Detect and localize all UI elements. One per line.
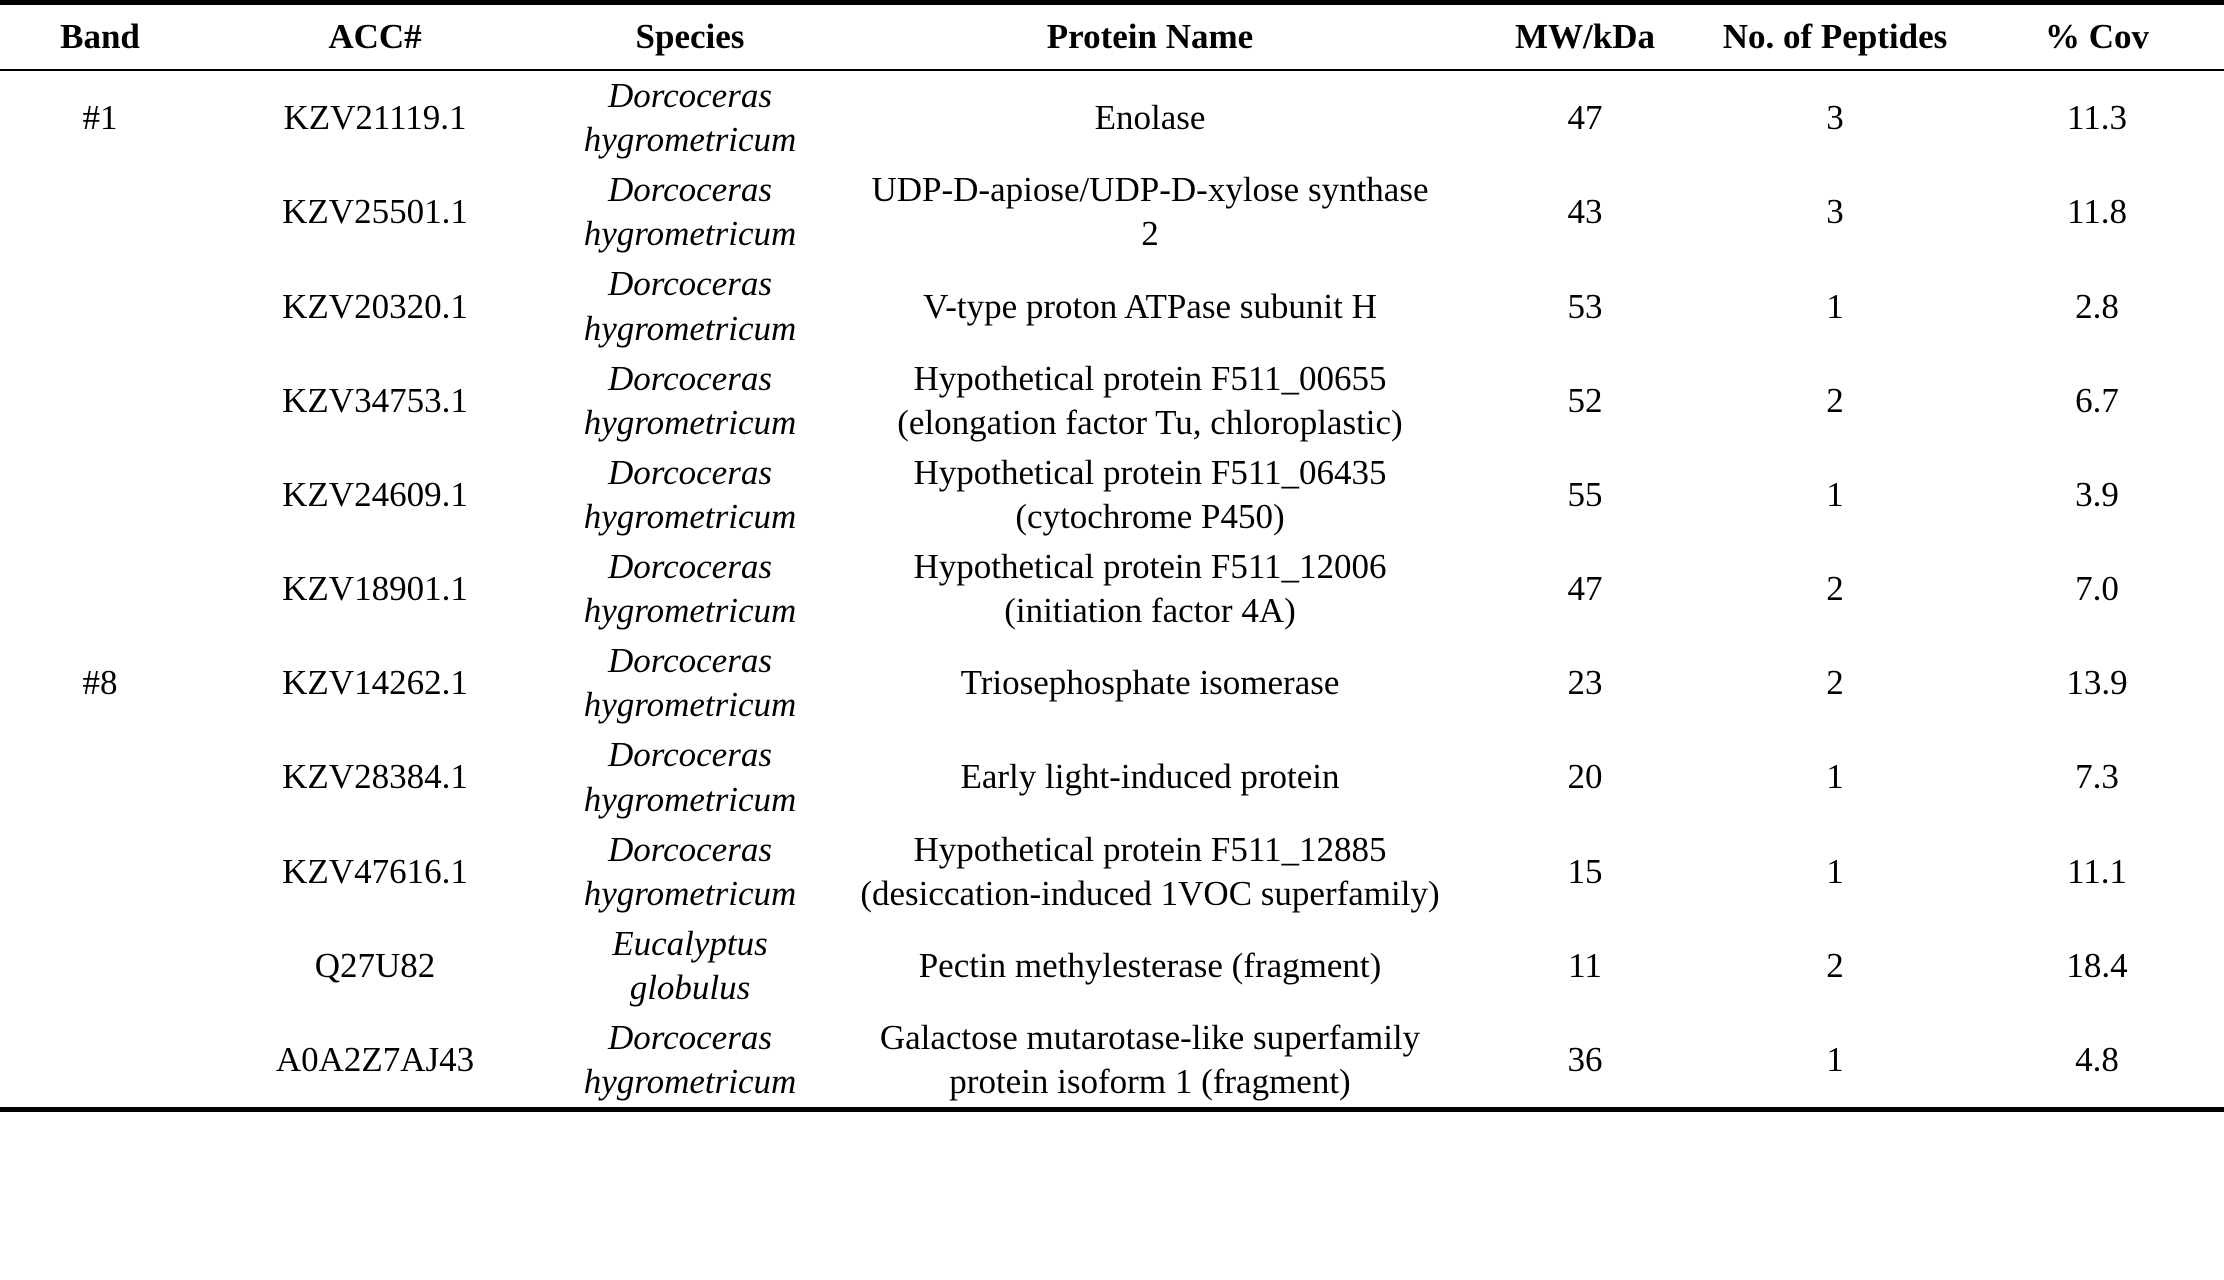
cell-mw: 43 <box>1567 192 1603 232</box>
cell-species: Dorcoceras hygrometricum <box>583 829 797 913</box>
cell-band <box>0 354 200 448</box>
cell-mw: 52 <box>1567 380 1603 420</box>
cell-species: Dorcoceras hygrometricum <box>583 452 797 536</box>
cell-species: Dorcoceras hygrometricum <box>583 641 797 725</box>
cell-mw: 23 <box>1567 663 1603 703</box>
cell-protein: Hypothetical protein F511_06435 (cytochrome P450) <box>913 452 1387 536</box>
cell-band <box>0 1013 200 1110</box>
cell-cov: 7.3 <box>2075 757 2119 797</box>
table-row <box>0 542 2224 636</box>
cell-acc: KZV28384.1 <box>282 757 468 797</box>
table-row <box>0 730 2224 824</box>
cell-acc: KZV21119.1 <box>283 98 467 138</box>
cell-band <box>0 165 200 259</box>
table-row <box>0 825 2224 919</box>
table-row <box>0 70 2224 165</box>
cell-cov: 2.8 <box>2075 286 2119 326</box>
table-header <box>0 3 2224 71</box>
cell-peptides: 2 <box>1826 945 1844 985</box>
cell-band: #1 <box>82 98 118 138</box>
table-row <box>0 448 2224 542</box>
cell-species: Dorcoceras hygrometricum <box>583 735 797 819</box>
cell-mw: 47 <box>1567 569 1603 609</box>
cell-cov: 4.8 <box>2075 1040 2119 1080</box>
cell-peptides: 1 <box>1826 286 1844 326</box>
column-header-acc: ACC# <box>200 3 550 71</box>
table-row <box>0 259 2224 353</box>
cell-cov: 13.9 <box>2066 663 2128 703</box>
cell-band <box>0 919 200 1013</box>
cell-protein: Triosephosphate isomerase <box>960 663 1340 703</box>
cell-acc: KZV14262.1 <box>282 663 468 703</box>
cell-protein: Pectin methylesterase (fragment) <box>918 945 1382 985</box>
cell-peptides: 3 <box>1826 192 1844 232</box>
column-header-mw: MW/kDa <box>1470 3 1700 71</box>
header-row <box>0 3 2224 71</box>
cell-protein: Galactose mutarotase-like superfamily protein isoform 1 (fragment) <box>879 1017 1421 1102</box>
column-header-protein-name: Protein Name <box>830 3 1470 71</box>
cell-mw: 15 <box>1567 851 1603 891</box>
cell-peptides: 3 <box>1826 98 1844 138</box>
cell-acc: A0A2Z7AJ43 <box>275 1040 475 1080</box>
cell-acc: KZV20320.1 <box>282 286 468 326</box>
cell-cov: 11.1 <box>2067 851 2127 891</box>
cell-cov: 7.0 <box>2075 569 2119 609</box>
table-body <box>0 70 2224 1110</box>
cell-protein: UDP-D-apiose/UDP-D-xylose synthase 2 <box>871 170 1429 254</box>
cell-protein: V-type proton ATPase subunit H <box>923 286 1377 326</box>
cell-acc: Q27U82 <box>314 945 436 985</box>
column-header-cov: % Cov <box>1970 3 2224 71</box>
cell-band <box>0 448 200 542</box>
cell-acc: KZV47616.1 <box>282 851 468 891</box>
cell-species: Dorcoceras hygrometricum <box>583 358 797 442</box>
cell-protein: Hypothetical protein F511_12885 (desiccation-induced 1VOC superfamily) <box>860 829 1440 913</box>
cell-peptides: 1 <box>1826 757 1844 797</box>
cell-band <box>0 825 200 919</box>
cell-band <box>0 259 200 353</box>
cell-species: Dorcoceras hygrometricum <box>583 264 797 348</box>
table-row <box>0 636 2224 730</box>
cell-species: Dorcoceras hygrometricum <box>583 547 797 631</box>
cell-peptides: 2 <box>1826 380 1844 420</box>
cell-acc: KZV34753.1 <box>282 380 468 420</box>
cell-species: Eucalyptus globulus <box>612 923 768 1007</box>
column-header-band: Band <box>0 3 200 71</box>
cell-mw: 11 <box>1568 945 1602 985</box>
cell-mw: 55 <box>1567 474 1603 514</box>
cell-species: Dorcoceras hygrometricum <box>583 76 797 160</box>
cell-species: Dorcoceras hygrometricum <box>583 1017 797 1102</box>
cell-protein: Early light-induced protein <box>960 757 1340 797</box>
cell-species: Dorcoceras hygrometricum <box>583 170 797 254</box>
cell-cov: 11.8 <box>2067 192 2127 232</box>
cell-cov: 6.7 <box>2075 380 2119 420</box>
cell-cov: 11.3 <box>2067 98 2127 138</box>
cell-mw: 47 <box>1567 98 1603 138</box>
column-header-species: Species <box>550 3 830 71</box>
cell-peptides: 2 <box>1826 663 1844 703</box>
cell-band: #8 <box>82 663 118 703</box>
cell-mw: 20 <box>1567 757 1603 797</box>
cell-cov: 18.4 <box>2066 945 2128 985</box>
table-row <box>0 165 2224 259</box>
cell-peptides: 1 <box>1826 474 1844 514</box>
cell-peptides: 2 <box>1826 569 1844 609</box>
cell-acc: KZV18901.1 <box>282 569 468 609</box>
column-header-peptides: No. of Peptides <box>1700 3 1970 71</box>
table-row <box>0 919 2224 1013</box>
cell-cov: 3.9 <box>2075 474 2119 514</box>
cell-protein: Hypothetical protein F511_00655 (elongation factor Tu, chloroplastic) <box>897 358 1403 442</box>
cell-peptides: 1 <box>1826 851 1844 891</box>
cell-mw: 53 <box>1567 286 1603 326</box>
cell-protein: Hypothetical protein F511_12006 (initiation factor 4A) <box>913 547 1387 631</box>
cell-band <box>0 542 200 636</box>
cell-peptides: 1 <box>1826 1040 1844 1080</box>
cell-acc: KZV25501.1 <box>282 192 468 232</box>
table-row <box>0 1013 2224 1110</box>
cell-mw: 36 <box>1567 1040 1603 1080</box>
cell-band <box>0 730 200 824</box>
table-row <box>0 354 2224 448</box>
cell-acc: KZV24609.1 <box>282 474 468 514</box>
cell-protein: Enolase <box>1094 98 1206 138</box>
